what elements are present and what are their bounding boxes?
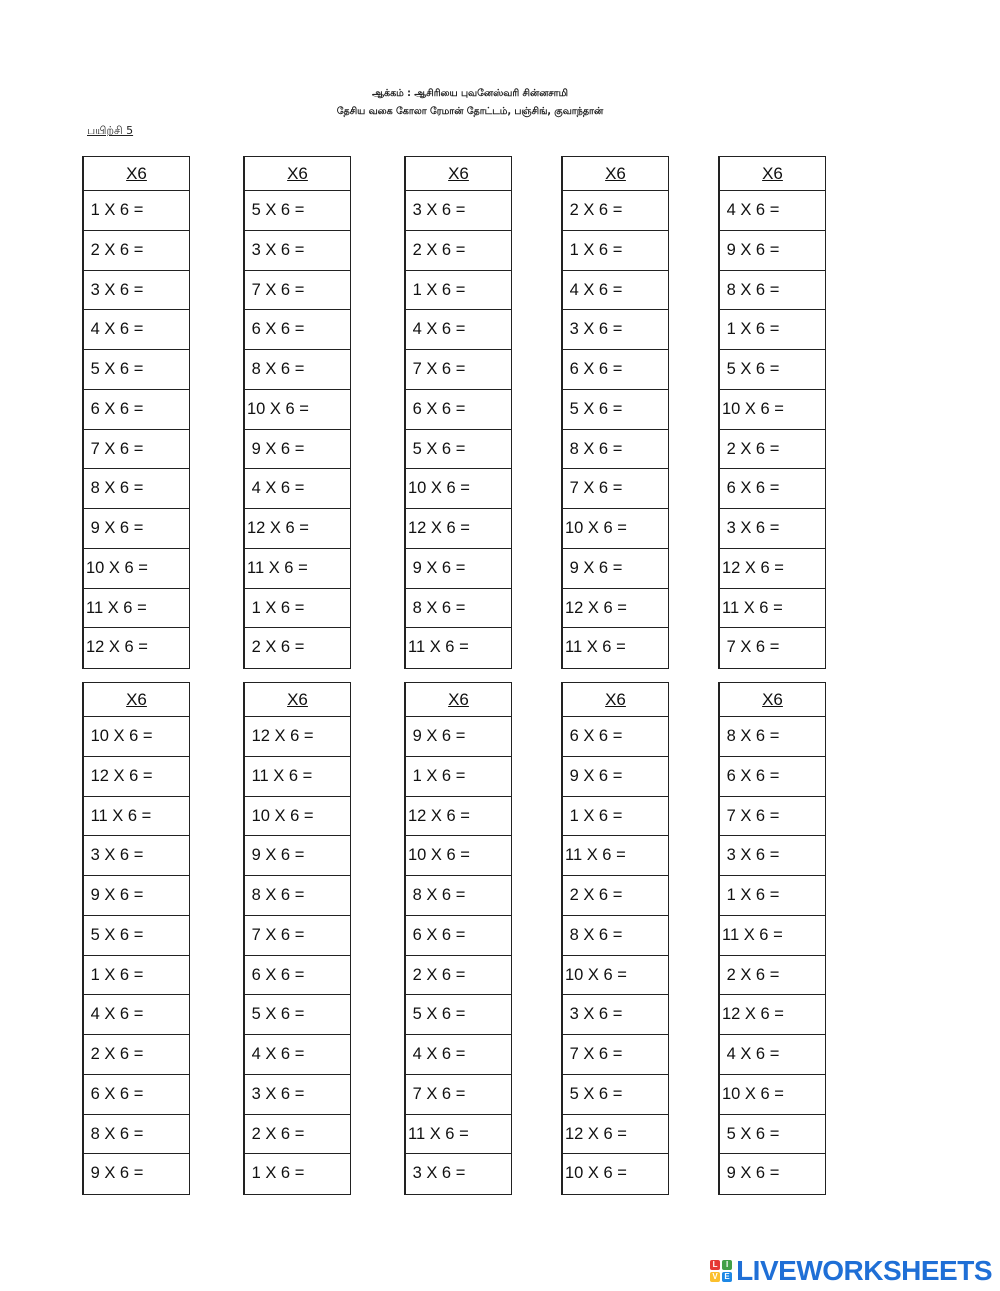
answer-row[interactable]: 3 X 6 = — [84, 836, 189, 876]
answer-row[interactable]: 4 X 6 = — [406, 1035, 511, 1075]
answer-row[interactable]: 5 X 6 = — [406, 430, 511, 470]
answer-row[interactable]: 9 X 6 = — [563, 549, 668, 589]
answer-row[interactable]: 11 X 6 = — [84, 797, 189, 837]
answer-row[interactable]: 10 X 6 = — [563, 956, 668, 996]
answer-row[interactable]: 6 X 6 = — [406, 390, 511, 430]
answer-row[interactable]: 6 X 6 = — [720, 469, 825, 509]
answer-row[interactable]: 2 X 6 = — [720, 430, 825, 470]
answer-row[interactable]: 10 X 6 = — [84, 717, 189, 757]
author-line: ஆக்கம் : ஆசிரியை புவனேஸ்வரி சின்னசாமி — [372, 88, 568, 99]
answer-row[interactable]: 4 X 6 = — [720, 1035, 825, 1075]
table-title: X6 — [84, 157, 189, 191]
answer-row[interactable]: 6 X 6 = — [84, 1075, 189, 1115]
answer-row[interactable]: 5 X 6 = — [720, 1115, 825, 1155]
answer-row[interactable]: 1 X 6 = — [720, 876, 825, 916]
answer-row[interactable]: 9 X 6 = — [406, 549, 511, 589]
logo-text: LIVEWORKSHEETS — [736, 1255, 992, 1286]
answer-row[interactable]: 8 X 6 = — [406, 589, 511, 629]
times-table-3 — [404, 156, 512, 669]
answer-row[interactable]: 2 X 6 = — [563, 191, 668, 231]
answer-row[interactable]: 2 X 6 = — [84, 231, 189, 271]
answer-row[interactable]: 10 X 6 = — [406, 469, 511, 509]
answer-row[interactable]: 1 X 6 = — [247, 1164, 305, 1183]
answer-row[interactable]: 1 X 6 = — [84, 191, 189, 231]
answer-row[interactable]: 8 X 6 = — [245, 876, 350, 916]
answer-row[interactable]: 5 X 6 = — [245, 995, 350, 1035]
answer-row[interactable]: 3 X 6 = — [245, 1075, 350, 1115]
table-title: X6 — [406, 683, 511, 717]
answer-row[interactable]: 1 X 6 = — [406, 757, 511, 797]
answer-row[interactable]: 8 X 6 = — [406, 876, 511, 916]
answer-row[interactable]: 4 X 6 = — [84, 310, 189, 350]
answer-row[interactable]: 5 X 6 = — [563, 1075, 668, 1115]
logo-block: V — [710, 1272, 720, 1282]
answer-row[interactable]: 11 X 6 = — [720, 589, 825, 629]
answer-row[interactable]: 10 X 6 = — [245, 797, 350, 837]
answer-row[interactable]: 9 X 6 = — [720, 231, 825, 271]
times-table-2 — [243, 156, 351, 669]
answer-row[interactable]: 4 X 6 = — [245, 1035, 350, 1075]
answer-row[interactable]: 4 X 6 = — [245, 469, 350, 509]
answer-row[interactable]: 7 X 6 = — [563, 469, 668, 509]
answer-row[interactable]: 5 X 6 = — [84, 350, 189, 390]
answer-row[interactable]: 5 X 6 = — [720, 350, 825, 390]
answer-row[interactable]: 8 X 6 = — [84, 1115, 189, 1155]
answer-row[interactable]: 11 X 6 = — [720, 916, 825, 956]
answer-row[interactable]: 2 X 6 = — [247, 638, 305, 657]
answer-row[interactable]: 7 X 6 = — [563, 1035, 668, 1075]
answer-row[interactable]: 11 X 6 = — [406, 1115, 511, 1155]
answer-row[interactable]: 10 X 6 = — [720, 390, 825, 430]
answer-row[interactable]: 10 X 6 = — [720, 1075, 825, 1115]
table-title: X6 — [563, 683, 668, 717]
answer-row[interactable]: 10 X 6 = — [406, 836, 511, 876]
table-title: X6 — [406, 157, 511, 191]
answer-row[interactable]: 3 X 6 = — [84, 271, 189, 311]
answer-row[interactable]: 7 X 6 = — [84, 430, 189, 470]
answer-row[interactable]: 2 X 6 = — [245, 1115, 350, 1155]
answer-row[interactable]: 12 X 6 = — [720, 995, 825, 1035]
answer-row[interactable]: 12 X 6 = — [406, 509, 511, 549]
answer-row[interactable]: 2 X 6 = — [563, 876, 668, 916]
answer-row[interactable]: 10 X 6 = — [565, 1164, 627, 1183]
table-title: X6 — [563, 157, 668, 191]
answer-row[interactable]: 5 X 6 = — [245, 191, 350, 231]
answer-row[interactable]: 3 X 6 = — [720, 836, 825, 876]
times-table-9 — [561, 682, 669, 1195]
table-title: X6 — [245, 683, 350, 717]
answer-row[interactable]: 3 X 6 = — [563, 310, 668, 350]
answer-row[interactable]: 11 X 6 = — [565, 638, 626, 657]
answer-row[interactable]: 6 X 6 = — [720, 757, 825, 797]
answer-row[interactable]: 9 X 6 = — [722, 1164, 780, 1183]
answer-row[interactable]: 4 X 6 = — [406, 310, 511, 350]
answer-row[interactable]: 12 X 6 = — [563, 589, 668, 629]
logo-blocks-icon — [710, 1260, 732, 1282]
times-table-4 — [561, 156, 669, 669]
answer-row[interactable]: 10 X 6 = — [563, 509, 668, 549]
times-table-6 — [82, 682, 190, 1195]
answer-row[interactable]: 12 X 6 = — [86, 638, 148, 657]
answer-row[interactable]: 2 X 6 = — [406, 231, 511, 271]
table-title: X6 — [720, 157, 825, 191]
answer-row[interactable]: 9 X 6 = — [84, 509, 189, 549]
answer-row[interactable]: 7 X 6 = — [722, 638, 780, 657]
answer-row[interactable]: 6 X 6 = — [406, 916, 511, 956]
answer-row[interactable]: 1 X 6 = — [563, 797, 668, 837]
school-line: தேசிய வகை கோலா ரேமான் தோட்டம், பஞ்சிங், குவாந்தான் — [336, 106, 604, 117]
answer-row[interactable]: 6 X 6 = — [563, 717, 668, 757]
answer-row[interactable]: 6 X 6 = — [245, 310, 350, 350]
answer-row[interactable]: 11 X 6 = — [563, 836, 668, 876]
answer-row[interactable]: 9 X 6 = — [86, 1164, 144, 1183]
answer-row[interactable]: 12 X 6 = — [84, 757, 189, 797]
answer-row[interactable]: 5 X 6 = — [84, 916, 189, 956]
answer-row[interactable]: 12 X 6 = — [563, 1115, 668, 1155]
answer-row[interactable]: 12 X 6 = — [406, 797, 511, 837]
times-table-8 — [404, 682, 512, 1195]
answer-row[interactable]: 6 X 6 = — [563, 350, 668, 390]
answer-row[interactable]: 10 X 6 = — [84, 549, 189, 589]
table-title: X6 — [84, 683, 189, 717]
answer-row[interactable]: 12 X 6 = — [720, 549, 825, 589]
times-table-7 — [243, 682, 351, 1195]
answer-row[interactable]: 9 X 6 = — [84, 876, 189, 916]
answer-row[interactable]: 9 X 6 = — [245, 430, 350, 470]
exercise-label: பயிற்சி 5 — [87, 124, 134, 137]
answer-row[interactable]: 3 X 6 = — [406, 191, 511, 231]
answer-row[interactable]: 8 X 6 = — [84, 469, 189, 509]
answer-row[interactable]: 8 X 6 = — [245, 350, 350, 390]
answer-row[interactable]: 3 X 6 = — [408, 1164, 466, 1183]
answer-row[interactable]: 3 X 6 = — [245, 231, 350, 271]
answer-row[interactable]: 11 X 6 = — [245, 757, 350, 797]
answer-row[interactable]: 12 X 6 = — [245, 717, 350, 757]
answer-row[interactable]: 9 X 6 = — [563, 757, 668, 797]
logo-block: I — [722, 1260, 732, 1270]
answer-row[interactable]: 11 X 6 = — [408, 638, 469, 657]
answer-row[interactable]: 11 X 6 = — [84, 589, 189, 629]
answer-row[interactable]: 8 X 6 = — [563, 430, 668, 470]
answer-row[interactable]: 6 X 6 = — [245, 956, 350, 996]
answer-row[interactable]: 4 X 6 = — [720, 191, 825, 231]
answer-row[interactable]: 7 X 6 = — [245, 271, 350, 311]
answer-row[interactable]: 7 X 6 = — [720, 797, 825, 837]
times-table-10 — [718, 682, 826, 1195]
answer-row[interactable]: 2 X 6 = — [720, 956, 825, 996]
answer-row[interactable]: 9 X 6 = — [245, 836, 350, 876]
answer-row[interactable]: 1 X 6 = — [245, 589, 350, 629]
answer-row[interactable]: 1 X 6 = — [720, 310, 825, 350]
answer-row[interactable]: 12 X 6 = — [245, 509, 350, 549]
answer-row[interactable]: 7 X 6 = — [245, 916, 350, 956]
answer-row[interactable]: 4 X 6 = — [563, 271, 668, 311]
answer-row[interactable]: 7 X 6 = — [406, 350, 511, 390]
answer-row[interactable]: 4 X 6 = — [84, 995, 189, 1035]
answer-row[interactable]: 5 X 6 = — [406, 995, 511, 1035]
answer-row[interactable]: 8 X 6 = — [720, 717, 825, 757]
answer-row[interactable]: 1 X 6 = — [563, 231, 668, 271]
liveworksheets-logo — [710, 1254, 992, 1288]
table-title: X6 — [720, 683, 825, 717]
answer-row[interactable]: 6 X 6 = — [84, 390, 189, 430]
times-table-5 — [718, 156, 826, 669]
table-title: X6 — [245, 157, 350, 191]
answer-row[interactable]: 3 X 6 = — [720, 509, 825, 549]
answer-row[interactable]: 5 X 6 = — [563, 390, 668, 430]
answer-row[interactable]: 8 X 6 = — [720, 271, 825, 311]
logo-block: E — [722, 1272, 732, 1282]
answer-row[interactable]: 10 X 6 = — [245, 390, 350, 430]
answer-row[interactable]: 7 X 6 = — [406, 1075, 511, 1115]
answer-row[interactable]: 2 X 6 = — [84, 1035, 189, 1075]
answer-row[interactable]: 3 X 6 = — [563, 995, 668, 1035]
answer-row[interactable]: 9 X 6 = — [406, 717, 511, 757]
answer-row[interactable]: 8 X 6 = — [563, 916, 668, 956]
answer-row[interactable]: 1 X 6 = — [84, 956, 189, 996]
answer-row[interactable]: 1 X 6 = — [406, 271, 511, 311]
times-table-1 — [82, 156, 190, 669]
logo-block: L — [710, 1260, 720, 1270]
answer-row[interactable]: 11 X 6 = — [245, 549, 350, 589]
answer-row[interactable]: 2 X 6 = — [406, 956, 511, 996]
